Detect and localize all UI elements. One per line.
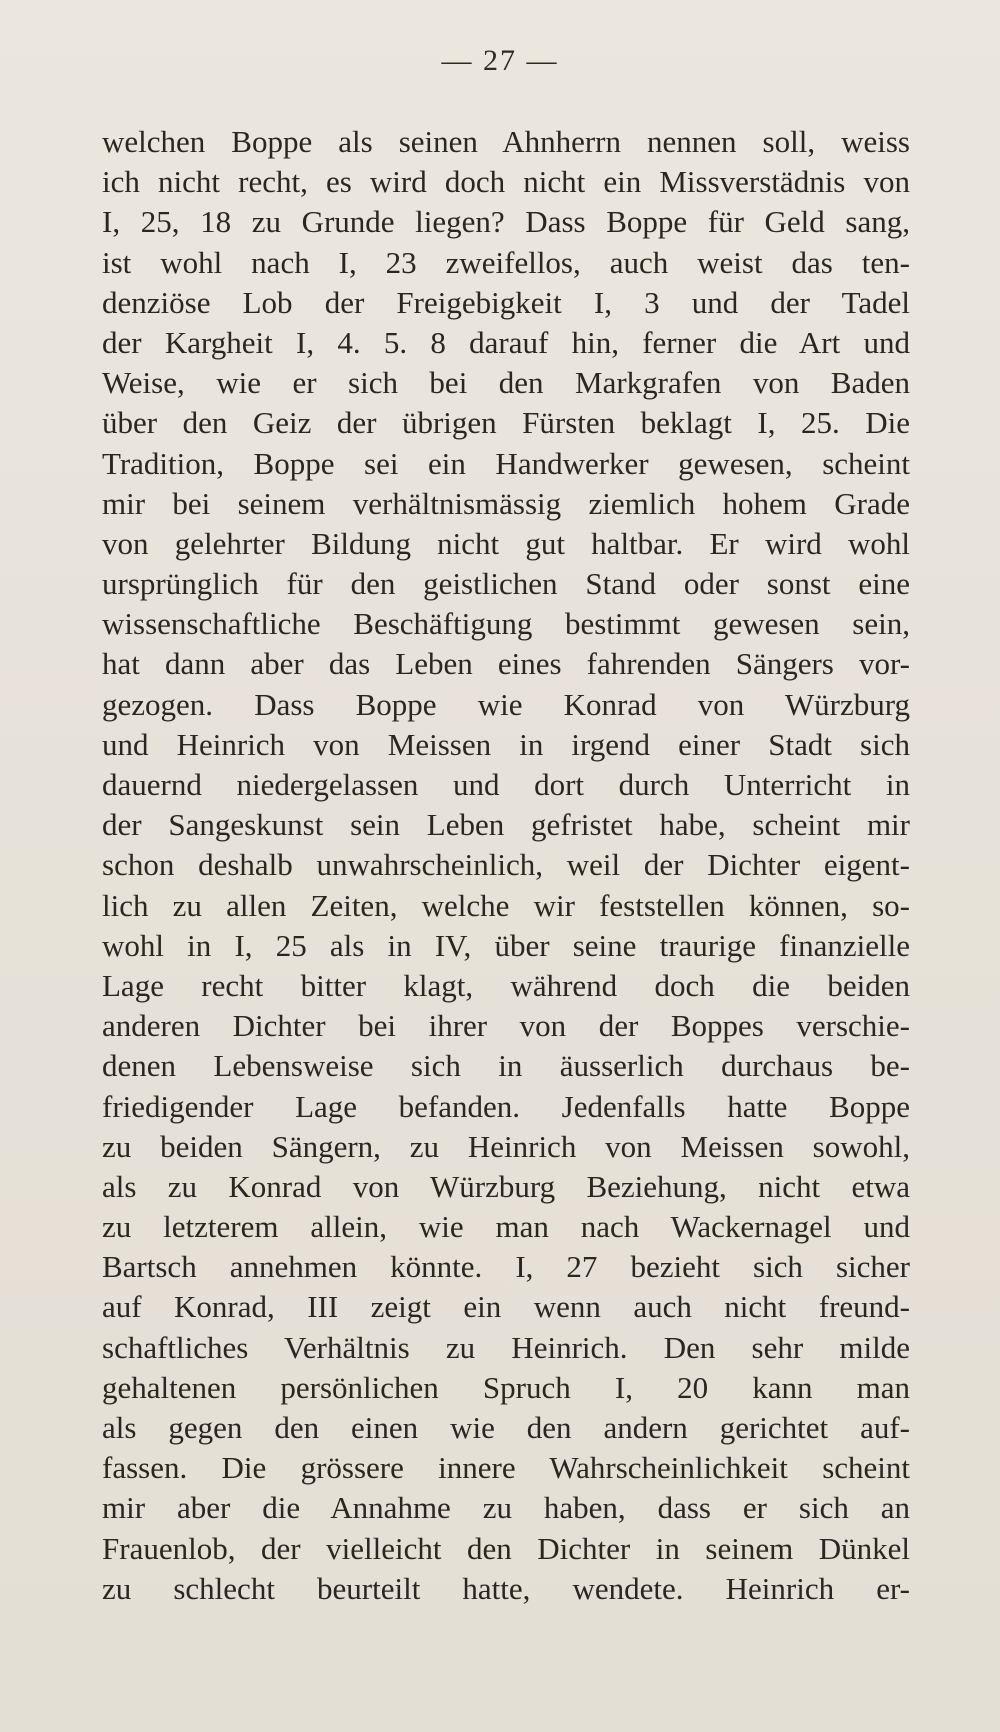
body-text <box>102 122 910 1609</box>
text-line: von gelehrter Bildung nicht gut haltbar. Er wird wohl <box>102 525 910 561</box>
text-line: wissenschaftliche Beschäftigung bestimmt gewesen sein, <box>102 606 910 642</box>
text-line: mir bei seinem verhältnismässig ziemlich hohem Grade <box>102 485 910 521</box>
text-line: Weise, wie er sich bei den Markgrafen von Baden <box>102 365 910 401</box>
text-line: als gegen den einen wie den andern gerichtet auf- <box>102 1410 910 1445</box>
text-line: Frauenlob, der vielleicht den Dichter in seinem Dünkel <box>102 1530 910 1566</box>
text-line: welchen Boppe als seinen Ahnherrn nennen soll, weiss <box>102 124 910 159</box>
text-line: friedigender Lage befanden. Jedenfalls hatte Boppe <box>102 1088 910 1124</box>
text-line: zu letzterem allein, wie man nach Wackernagel und <box>102 1209 910 1245</box>
text-line: gehaltenen persönlichen Spruch I, 20 kann man <box>102 1369 910 1405</box>
text-line: schaftliches Verhältnis zu Heinrich. Den sehr milde <box>102 1329 910 1365</box>
text-line: anderen Dichter bei ihrer von der Boppes verschie- <box>102 1008 910 1044</box>
text-line: und Heinrich von Meissen in irgend einer Stadt sich <box>102 726 910 762</box>
text-line: denen Lebensweise sich in äusserlich durchaus be- <box>102 1048 910 1084</box>
text-line: Lage recht bitter klagt, während doch die beiden <box>102 967 910 1003</box>
text-line: zu schlecht beurteilt hatte, wendete. Heinrich er- <box>102 1570 910 1606</box>
text-line: ist wohl nach I, 23 zweifellos, auch weist das ten- <box>102 244 910 280</box>
text-line: denziöse Lob der Freigebigkeit I, 3 und der Tadel <box>102 284 910 320</box>
page-number: — 27 — <box>441 44 559 77</box>
text-line: ich nicht recht, es wird doch nicht ein Missverstädnis von <box>102 164 910 200</box>
text-line: mir aber die Annahme zu haben, dass er sich an <box>102 1490 910 1526</box>
text-line: schon deshalb unwahrscheinlich, weil der Dichter eigent- <box>102 847 910 883</box>
text-line: zu beiden Sängern, zu Heinrich von Meissen sowohl, <box>102 1128 910 1164</box>
text-line: fassen. Die grössere innere Wahrscheinlichkeit scheint <box>102 1450 910 1486</box>
text-line: ursprünglich für den geistlichen Stand oder sonst eine <box>102 566 910 602</box>
text-line: der Kargheit I, 4. 5. 8 darauf hin, ferner die Art und <box>102 324 910 360</box>
text-line: hat dann aber das Leben eines fahrenden Sängers vor- <box>102 646 910 682</box>
text-line: der Sangeskunst sein Leben gefristet habe, scheint mir <box>102 807 910 843</box>
text-line: wohl in I, 25 als in IV, über seine traurige finanzielle <box>102 927 910 963</box>
text-line: lich zu allen Zeiten, welche wir feststellen können, so- <box>102 887 910 923</box>
text-line: dauernd niedergelassen und dort durch Unterricht in <box>102 767 910 802</box>
text-line: Tradition, Boppe sei ein Handwerker gewesen, scheint <box>102 445 910 481</box>
text-line: Bartsch annehmen könnte. I, 27 bezieht sich sicher <box>102 1249 910 1285</box>
text-line: über den Geiz der übrigen Fürsten beklagt I, 25. Die <box>102 405 910 441</box>
text-line: I, 25, 18 zu Grunde liegen? Dass Boppe für Geld sang, <box>102 204 910 240</box>
text-line: auf Konrad, III zeigt ein wenn auch nicht freund- <box>102 1289 910 1325</box>
text-line: gezogen. Dass Boppe wie Konrad von Würzburg <box>102 686 910 722</box>
text-line: als zu Konrad von Würzburg Beziehung, nicht etwa <box>102 1168 910 1204</box>
